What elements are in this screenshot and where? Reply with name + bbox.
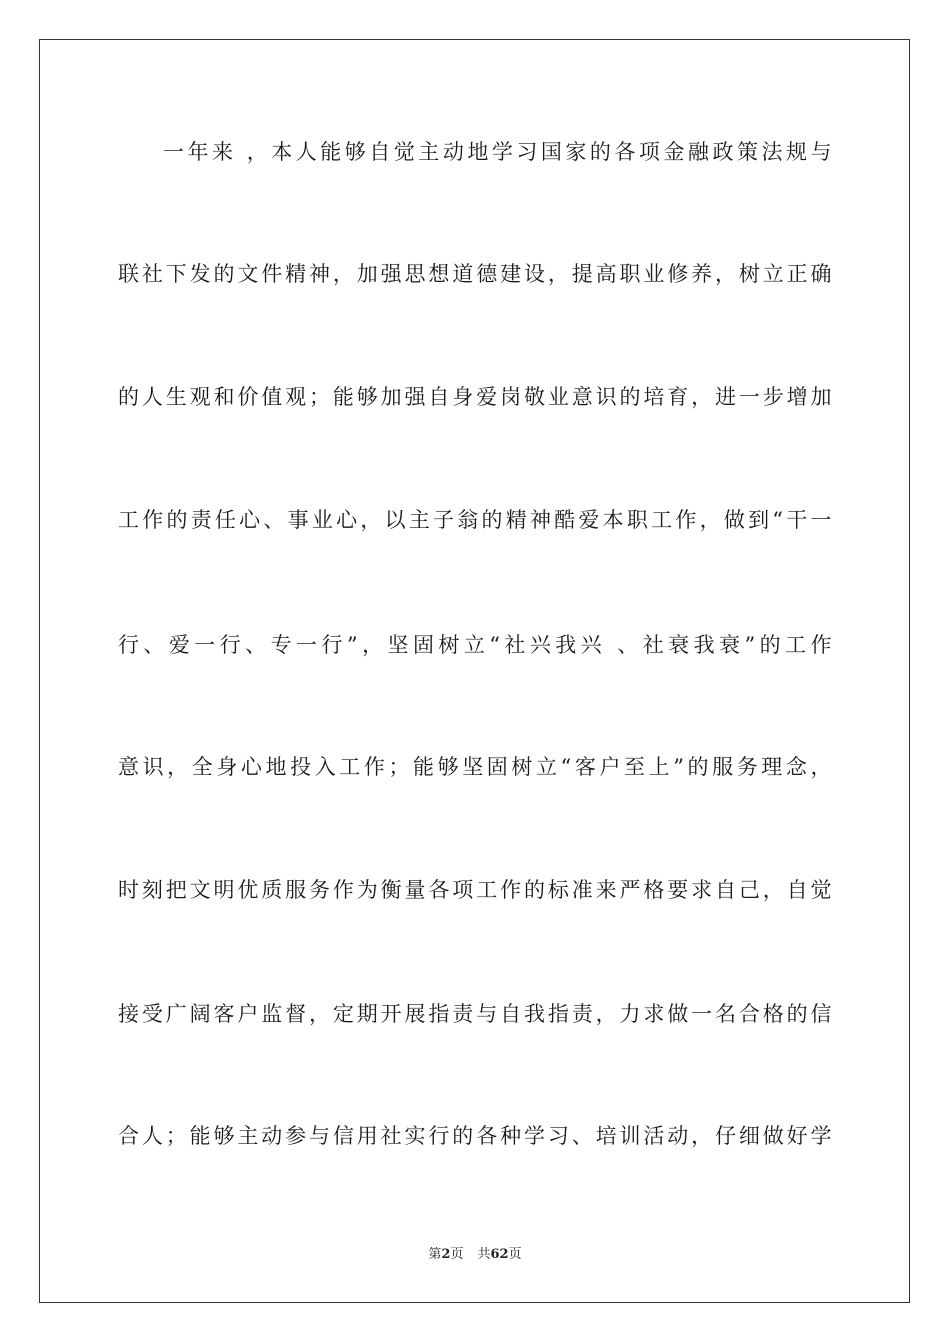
page-suffix: 页	[450, 1247, 464, 1262]
paragraph-line-6: 意识，全身心地投入工作；能够坚固树立“客户至上”的服务理念，	[118, 755, 832, 779]
paragraph-line-7: 时刻把文明优质服务作为衡量各项工作的标准来严格要求自己，自觉	[118, 878, 832, 902]
paragraph-line-3: 的人生观和价值观；能够加强自身爱岗敬业意识的培育，进一步增加	[118, 385, 832, 409]
paragraph-line-5: 行、爱一行、专一行”，坚固树立“社兴我兴 、社衰我衰”的工作	[118, 633, 832, 657]
page-footer	[0, 1246, 950, 1264]
page-prefix: 第	[428, 1247, 442, 1262]
paragraph-line-9: 合人；能够主动参与信用社实行的各种学习、培训活动，仔细做好学	[118, 1124, 832, 1148]
page-number: 2	[441, 1247, 451, 1262]
paragraph-line-8: 接受广阔客户监督，定期开展指责与自我指责，力求做一名合格的信	[118, 1002, 832, 1026]
total-pages: 62	[490, 1247, 509, 1262]
total-suffix: 页	[508, 1247, 522, 1262]
paragraph-line-4: 工作的责任心、事业心，以主子翁的精神酷爱本职工作，做到“干一	[118, 508, 832, 532]
paragraph-line-1: 一年来 ，本人能够自觉主动地学习国家的各项金融政策法规与	[163, 140, 832, 164]
paragraph-line-2: 联社下发的文件精神，加强思想道德建设，提高职业修养，树立正确	[118, 262, 832, 286]
total-prefix: 共	[477, 1247, 491, 1262]
page-border	[39, 39, 910, 1303]
